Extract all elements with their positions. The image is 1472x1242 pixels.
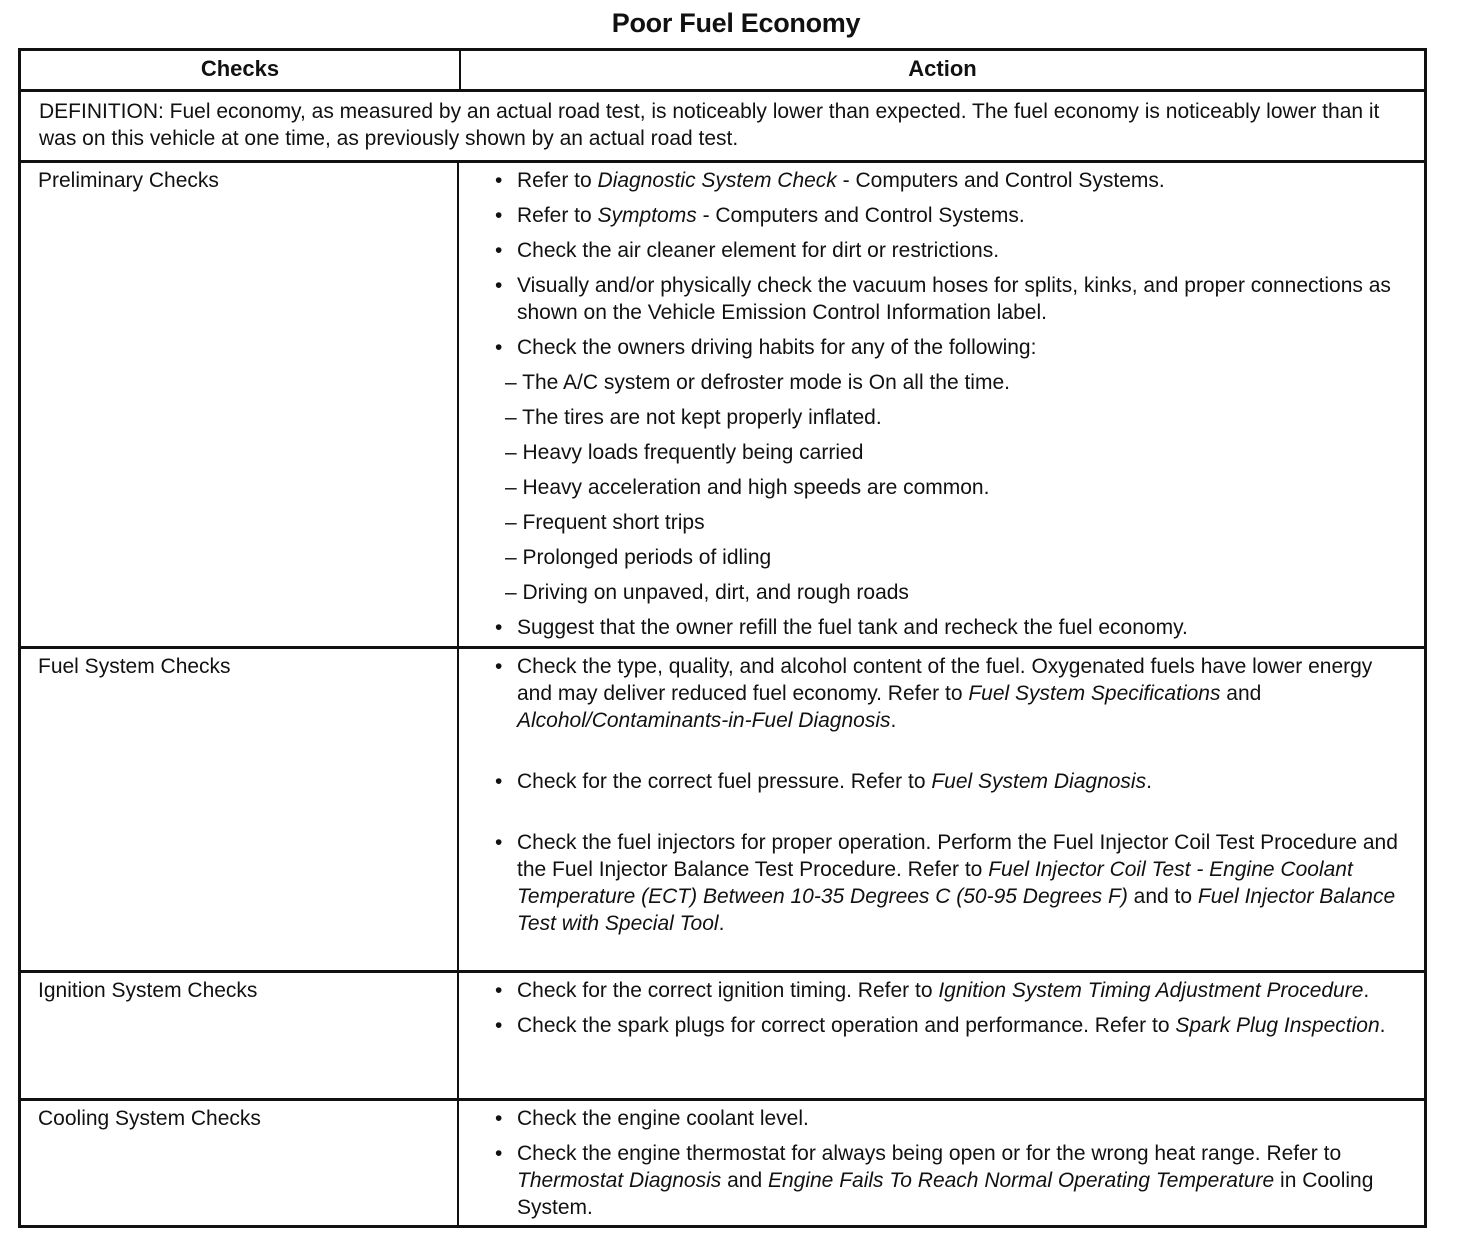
diagnostic-table (18, 48, 1427, 1228)
sub-item: – Driving on unpaved, dirt, and rough roads (505, 581, 909, 604)
page-title: Poor Fuel Economy (611, 8, 861, 38)
sub-item: – The A/C system or defroster mode is On all the time. (505, 371, 1010, 394)
check-label: Fuel System Checks (21, 649, 459, 970)
action-cell (459, 1101, 1424, 1225)
action-item: • Refer to Diagnostic System Check - Computers and Control Systems. (495, 167, 1410, 194)
header-action: Action (908, 56, 977, 81)
table-row (21, 163, 1424, 649)
table-row (21, 1101, 1424, 1225)
check-label: Ignition System Checks (21, 973, 459, 1098)
action-item: • Check the type, quality, and alcohol content of the fuel. Oxygenated fuels have lower energy and may deliver reduced fuel economy. Refer to Fuel System Specifications and Alcohol/Contaminants-in-Fuel Diagnosis. (495, 653, 1410, 734)
action-item: • Check the engine thermostat for always being open or for the wrong heat range. Refer to Thermostat Diagnosis and Engine Fails To Reach Normal Operating Temperature in Cooling System. (495, 1140, 1410, 1221)
action-cell (459, 973, 1424, 1098)
table-row (21, 973, 1424, 1101)
sub-item: – The tires are not kept properly inflated. (505, 406, 882, 429)
action-item: • Check the air cleaner element for dirt or restrictions. (495, 237, 1410, 264)
action-item: • Check for the correct fuel pressure. Refer to Fuel System Diagnosis. (495, 768, 1410, 795)
action-item: • Check the owners driving habits for any of the following: (495, 334, 1410, 361)
sub-item: – Heavy acceleration and high speeds are common. (505, 476, 990, 499)
action-item: • Refer to Symptoms - Computers and Control Systems. (495, 202, 1410, 229)
header-checks: Checks (21, 51, 461, 89)
sub-item: – Frequent short trips (505, 511, 705, 534)
table-header (21, 51, 1424, 92)
action-item: • Visually and/or physically check the vacuum hoses for splits, kinks, and proper connections as shown on the Vehicle Emission Control Information label. (495, 272, 1410, 326)
table-row (21, 649, 1424, 973)
action-item: • Check the spark plugs for correct operation and performance. Refer to Spark Plug Inspection. (495, 1012, 1410, 1039)
check-label: Cooling System Checks (21, 1101, 459, 1225)
action-cell (459, 649, 1424, 970)
check-label: Preliminary Checks (21, 163, 459, 646)
action-item: • Check the fuel injectors for proper operation. Perform the Fuel Injector Coil Test Procedure and the Fuel Injector Balance Test Procedure. Refer to Fuel Injector Coil Test - Engine Coolant Temperature (ECT) Between 10-35 Degrees C (50-95 Degrees F) and to Fuel Injector Balance Test with Special Tool. (495, 829, 1410, 937)
action-item: • Check the engine coolant level. (495, 1105, 1410, 1132)
definition-row: DEFINITION: Fuel economy, as measured by an actual road test, is noticeably lower than expected. The fuel economy is noticeably lower than it was on this vehicle at one time, as previously shown by an actual road test. (21, 92, 1424, 163)
action-item: • Check for the correct ignition timing. Refer to Ignition System Timing Adjustment Procedure. (495, 977, 1410, 1004)
action-cell (459, 163, 1424, 646)
sub-item: – Heavy loads frequently being carried (505, 441, 864, 464)
action-item: • Suggest that the owner refill the fuel tank and recheck the fuel economy. (495, 614, 1410, 641)
sub-item: – Prolonged periods of idling (505, 546, 772, 569)
